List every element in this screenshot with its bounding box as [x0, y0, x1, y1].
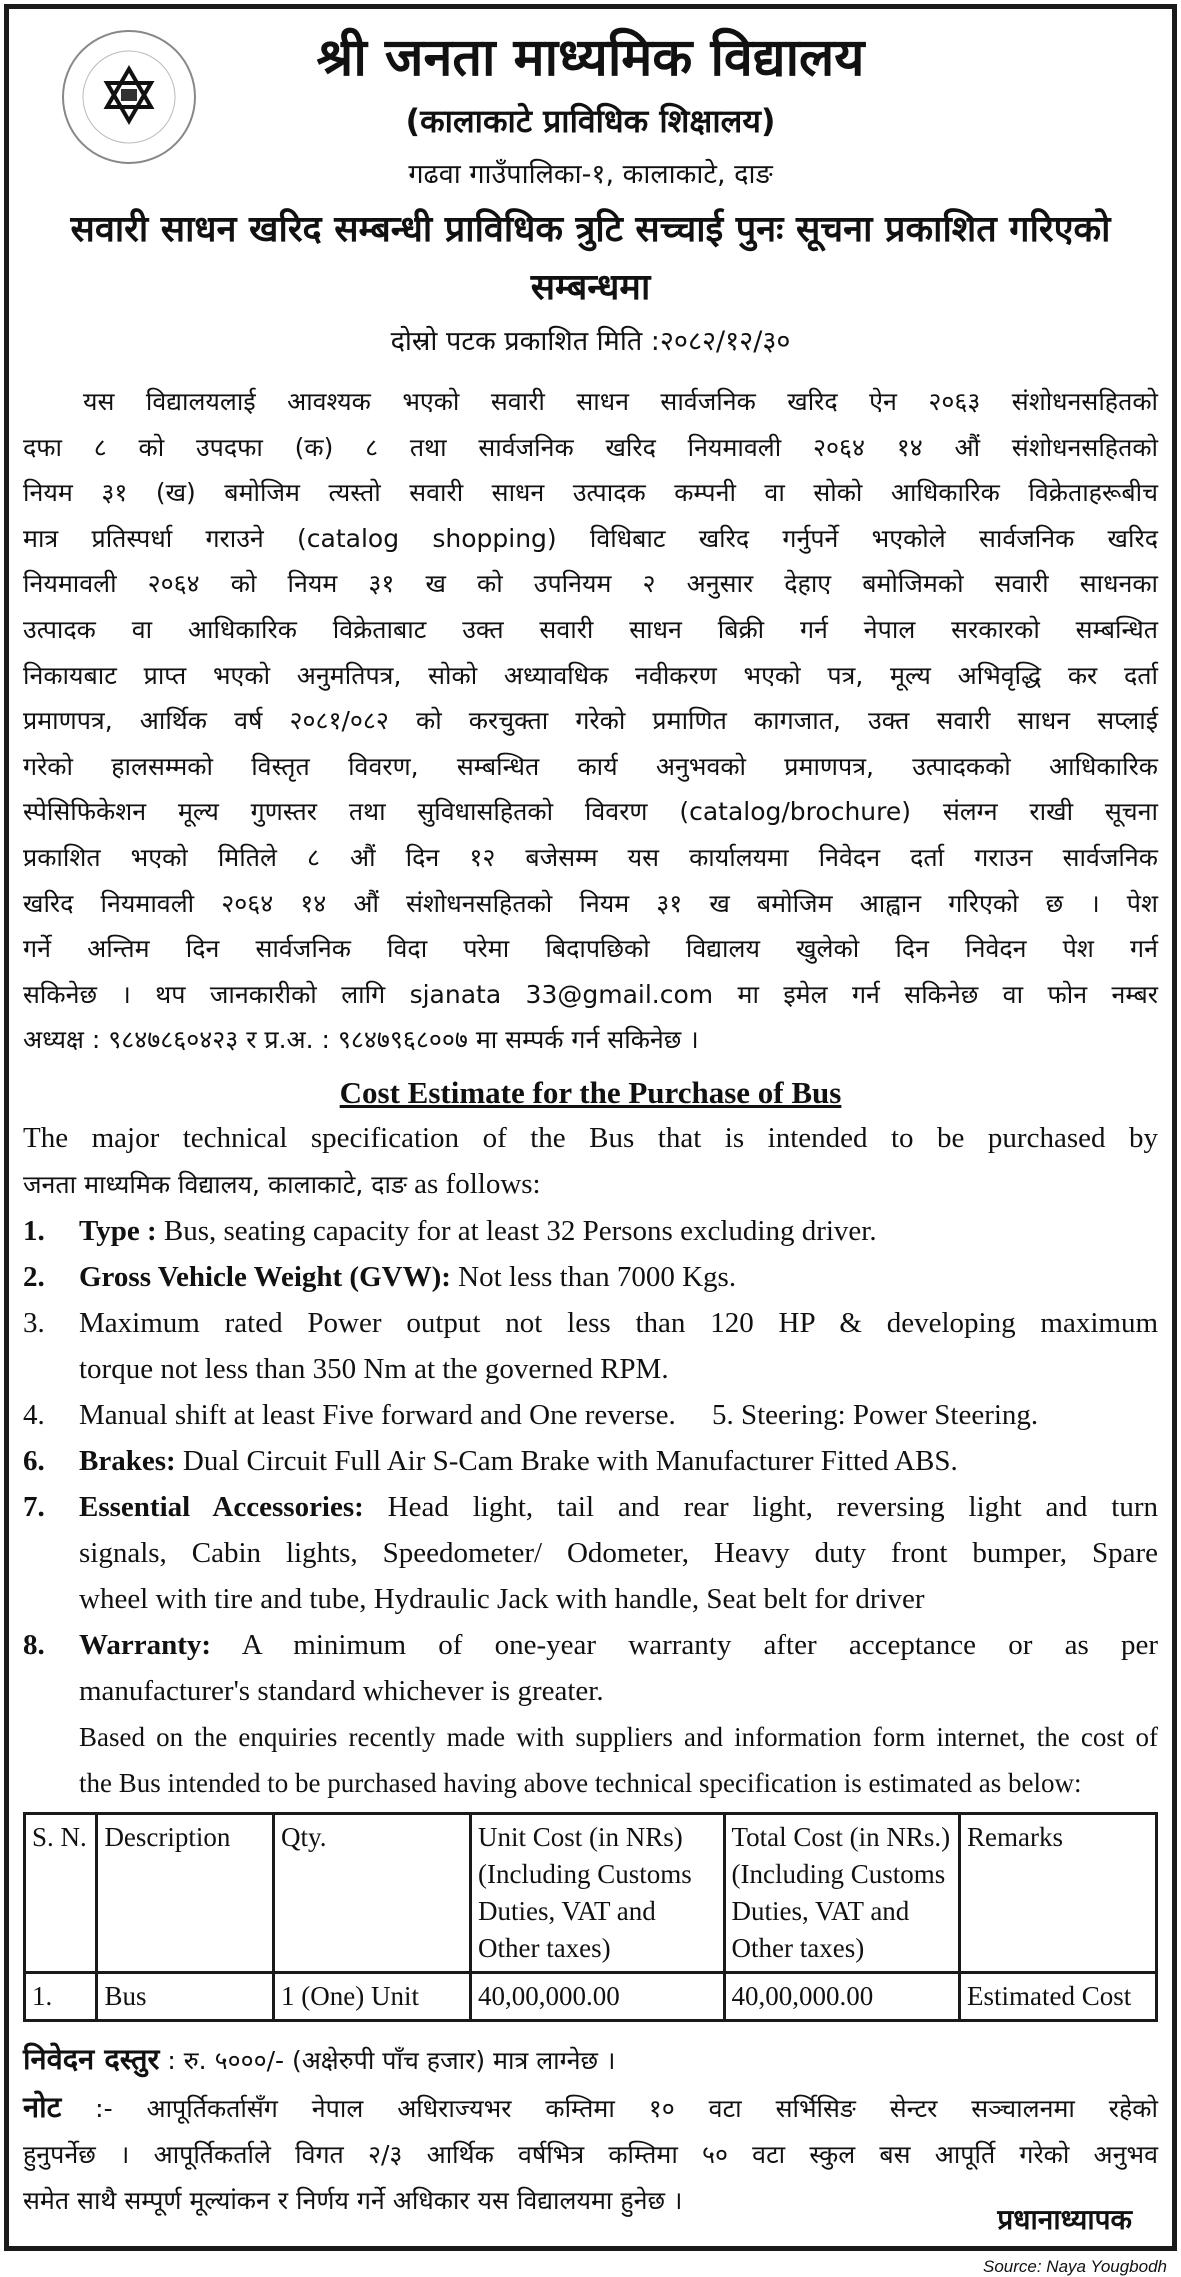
spec-item-value: Maximum rated Power output not less than 120 HP & developing maximum [79, 1306, 1158, 1339]
spec-item [23, 1392, 1158, 1438]
fee-text: : रु. ५०००/- (अक्षेरुपी पाँच हजार) मात्र लाग्नेछ । [159, 2045, 616, 2075]
school-seal-logo [59, 27, 199, 167]
body-line: गरेको हालसम्मको विस्तृत विवरण, सम्बन्धित कार्य अनुभवको प्रमाणपत्र, उत्पादकको आधिकारिक [23, 751, 1158, 781]
spec-item-number: 8. [23, 1628, 45, 1661]
notice-headline: सवारी साधन खरिद सम्बन्धी प्राविधिक त्रुटि सच्चाई पुनः सूचना प्रकाशित गरिएको सम्बन्धमा [70, 209, 1111, 308]
spec-item-number: 6. [23, 1444, 45, 1477]
table-cell: Estimated Cost [959, 1972, 1156, 2020]
estimate-note-line: Based on the enquiries recently made with suppliers and information form internet, the cost of [79, 1721, 1158, 1752]
footer-section [23, 2036, 1158, 2236]
body-line: नियमावली २०६४ को नियम ३१ ख को उपनियम २ अनुसार देहाए बमोजिमको सवारी साधनका [23, 569, 1158, 599]
spec-item-value: Manual shift at least Five forward and One reverse. 5. Steering: Power Steering. [79, 1398, 1039, 1431]
table-header: S. N. [25, 1813, 97, 1972]
note-line: :- आपूर्तिकर्तासँग नेपाल अधिराज्यभर कम्तिमा १० वटा सर्भिसिङ सेन्टर सञ्चालनमा रहेको [61, 2093, 1158, 2123]
spec-item-label: Type : [79, 1214, 157, 1247]
spec-item-label: Brakes: [79, 1444, 176, 1477]
spec-item-text [79, 1392, 1158, 1438]
spec-item [23, 1484, 1158, 1622]
table-header: Unit Cost (in NRs) (Including Customs Duties, VAT and Other taxes) [470, 1813, 724, 1972]
table-header: Total Cost (in NRs.) (Including Customs Duties, VAT and Other taxes) [724, 1813, 959, 1972]
spec-item-number: 7. [23, 1490, 45, 1523]
spec-item-line [79, 1622, 1158, 1668]
school-name-inline: जनता माध्यमिक विद्यालय, कालाकाटे, दाङ [23, 1169, 407, 1199]
body-line: मात्र प्रतिस्पर्धा गराउने (catalog shopping) विधिबाट खरिद गर्नुपर्ने भएकोले सार्वजनिक खरिद [23, 523, 1158, 553]
spec-item-label: Gross Vehicle Weight (GVW): [79, 1260, 451, 1293]
body-line: स्पेसिफिकेशन मूल्य गुणस्तर तथा सुविधासहितको विवरण (catalog/brochure) संलग्न राखी सूचना [23, 797, 1158, 827]
body-line: प्रकाशित भएको मितिले ८ औं दिन १२ बजेसम्म यस कार्यालयमा निवेदन दर्ता गराउन सार्वजनिक [23, 842, 1158, 872]
spec-item-number: 3. [23, 1306, 45, 1339]
spec-item-line [79, 1346, 1158, 1392]
body-line: निकायबाट प्राप्त भएको अनुमतिपत्र, सोको अध्यावधिक नवीकरण भएको पत्र, मूल्य अभिवृद्धि कर दर्ता [23, 660, 1158, 690]
spec-item-value: signals, Cabin lights, Speedometer/ Odometer, Heavy duty front bumper, Spare [79, 1536, 1158, 1569]
table-header: Description [97, 1813, 274, 1972]
spec-item-text [79, 1208, 1158, 1254]
fee-label: निवेदन दस्तुर [23, 2041, 160, 2076]
table-cell: 1 (One) Unit [274, 1972, 471, 2020]
spec-intro: The major technical specification of the Bus that is intended to be purchased by [23, 1121, 1158, 1154]
spec-item-value: Bus, seating capacity for at least 32 Persons excluding driver. [156, 1214, 877, 1247]
school-address: गढवा गाउँपालिका-१, कालाकाटे, दाङ [408, 159, 773, 190]
body-line: अध्यक्ष : ९८४७८६०४२३ र प्र.अ. : ९८४७९६८००७ मा सम्पर्क गर्न सकिनेछ । [23, 1025, 699, 1055]
spec-item-label: Essential Accessories: [79, 1490, 364, 1523]
spec-item-value: Not less than 7000 Kgs. [450, 1260, 737, 1293]
table-cell: 1. [25, 1972, 97, 2020]
table-header: Remarks [959, 1813, 1156, 1972]
body-line: नियम ३१ (ख) बमोजिम त्यस्तो सवारी साधन उत्पादक कम्पनी वा सोको आधिकारिक विक्रेताहरूबीच [23, 478, 1158, 508]
signature-title: प्रधानाध्यापक [997, 2202, 1132, 2236]
spec-item-line [79, 1254, 1158, 1300]
spec-item-line [79, 1530, 1158, 1576]
spec-item-value: torque not less than 350 Nm at the governed RPM. [79, 1352, 669, 1385]
spec-item-number: 1. [23, 1214, 45, 1247]
spec-item [23, 1438, 1158, 1484]
table-cell: 40,00,000.00 [724, 1972, 959, 2020]
body-line: गर्ने अन्तिम दिन सार्वजनिक विदा परेमा बिदापछिको विद्यालय खुलेको दिन निवेदन पेश गर्न [23, 934, 1158, 964]
spec-item [23, 1254, 1158, 1300]
note-label: नोट [23, 2089, 62, 2124]
body-line: खरिद नियमावली २०६४ १४ औं संशोधनसहितको नियम ३१ ख बमोजिम आह्वान गरिएको छ । पेश [23, 888, 1158, 918]
notice-body [23, 379, 1158, 1063]
spec-item-line [79, 1300, 1158, 1346]
spec-item-line [79, 1208, 1158, 1254]
table-row [25, 1972, 1157, 2020]
spec-item [23, 1622, 1158, 1714]
school-subtitle: (कालाकाटे प्राविधिक शिक्षालय) [405, 102, 776, 140]
body-line: सकिनेछ । थप जानकारीको लागि sjanata 33@gmail.com मा इमेल गर्न सकिनेछ वा फोन नम्बर [23, 979, 1158, 1009]
spec-item-value: Head light, tail and rear light, reversing light and turn [363, 1490, 1158, 1523]
estimate-note-line: the Bus intended to be purchased having above technical specification is estimated as below: [79, 1767, 1082, 1798]
spec-item-text [79, 1300, 1158, 1392]
spec-item-line [79, 1484, 1158, 1530]
publish-date: दोस्रो पटक प्रकाशित मिति :२०८२/१२/३० [390, 326, 791, 357]
note-line: समेत साथै सम्पूर्ण मूल्यांकन र निर्णय गर्ने अधिकार यस विद्यालयमा हुनेछ । [23, 2185, 683, 2215]
spec-item-line [79, 1668, 1158, 1714]
body-line: यस विद्यालयलाई आवश्यक भएको सवारी साधन सार्वजनिक खरिद ऐन २०६३ संशोधनसहितको [83, 387, 1158, 416]
spec-item-text [79, 1484, 1158, 1622]
school-name: श्री जनता माध्यमिक विद्यालय [316, 28, 865, 88]
spec-item-text [79, 1622, 1158, 1714]
spec-item-value: A minimum of one-year warranty after acceptance or as per [211, 1628, 1158, 1661]
spec-item [23, 1300, 1158, 1392]
source-credit: Source: Naya Yougbodh [983, 2256, 1167, 2276]
spec-item-number: 2. [23, 1260, 45, 1293]
note-line: हुनुपर्नेछ । आपूर्तिकर्ताले विगत २/३ आर्थिक वर्षभित्र कम्तिमा ५० वटा स्कुल बस आपूर्ति गरेको अनुभव [23, 2139, 1158, 2169]
spec-item-number: 4. [23, 1398, 45, 1431]
spec-item-label: Warranty: [79, 1628, 212, 1661]
cost-table [23, 1812, 1158, 2022]
spec-item-text [79, 1438, 1158, 1484]
spec-item-line [79, 1438, 1158, 1484]
spec-item-value: manufacturer's standard whichever is greater. [79, 1674, 604, 1707]
spec-item-text [79, 1254, 1158, 1300]
table-cell: Bus [97, 1972, 274, 2020]
cost-estimate-heading: Cost Estimate for the Purchase of Bus [339, 1074, 842, 1110]
table-cell: 40,00,000.00 [470, 1972, 724, 2020]
table-header: Qty. [274, 1813, 471, 1972]
body-line: उत्पादक वा आधिकारिक विक्रेताबाट उक्त सवारी साधन बिक्री गर्न नेपाल सरकारको सम्बन्धित [23, 614, 1158, 644]
spec-item-value: Dual Circuit Full Air S-Cam Brake with Manufacturer Fitted ABS. [175, 1444, 958, 1477]
spec-item-value: wheel with tire and tube, Hydraulic Jack with handle, Seat belt for driver [79, 1582, 925, 1615]
spec-intro-end: as follows: [406, 1167, 541, 1200]
notice-border [4, 4, 1177, 2251]
spec-item-line [79, 1576, 1158, 1622]
body-line: दफा ८ को उपदफा (क) ८ तथा सार्वजनिक खरिद नियमावली २०६४ १४ औं संशोधनसहितको [23, 432, 1158, 462]
spec-item [23, 1208, 1158, 1254]
body-line: प्रमाणपत्र, आर्थिक वर्ष २०८१/०८२ को करचुक्ता गरेको प्रमाणित कागजात, उक्त सवारी साधन सप्लाई [23, 706, 1158, 736]
spec-item-line [79, 1392, 1158, 1438]
specification-section [23, 1115, 1158, 1806]
